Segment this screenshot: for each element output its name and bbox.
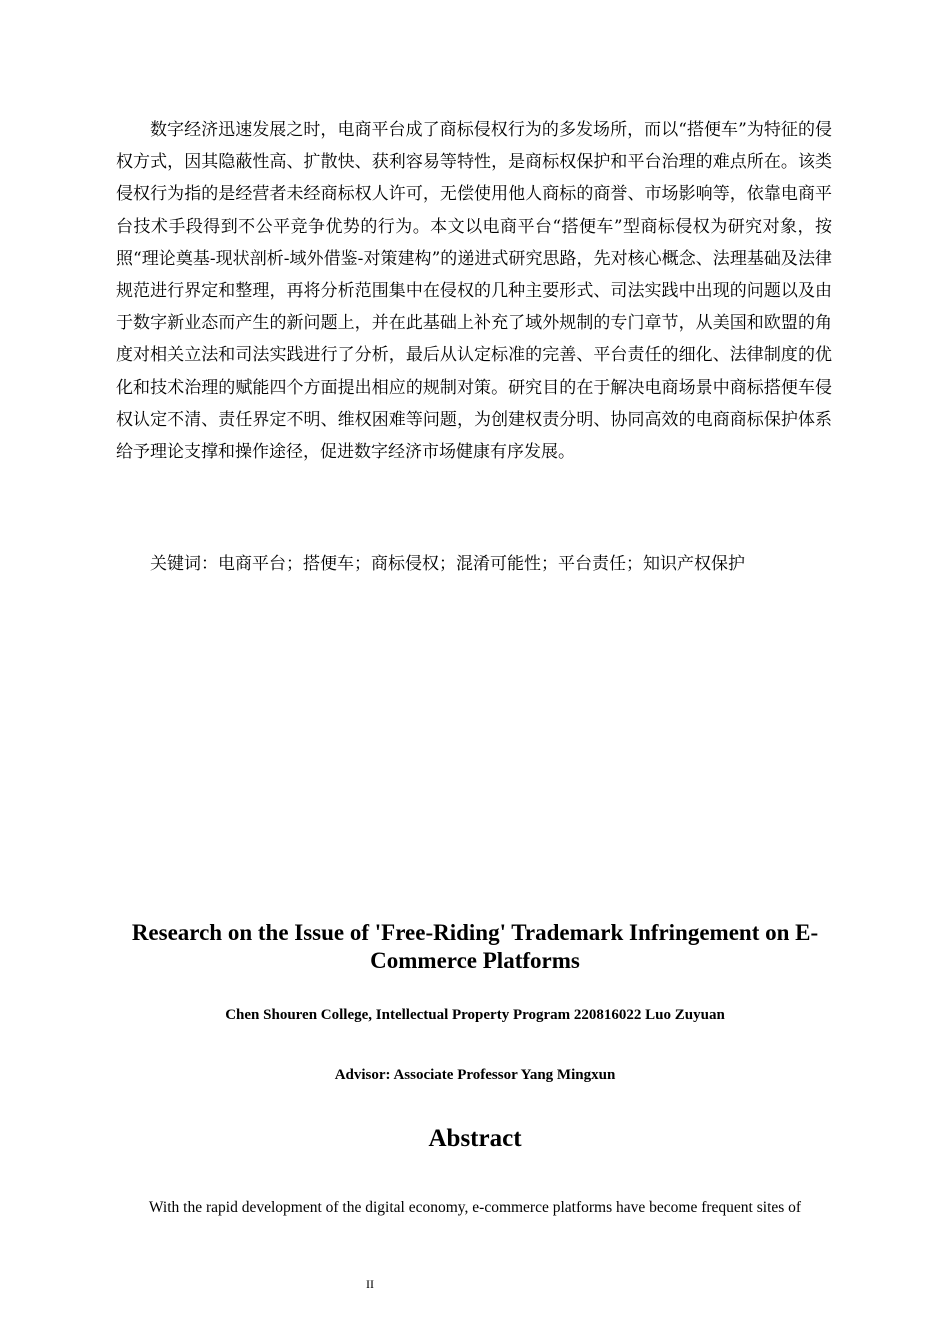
english-abstract-body: With the rapid development of the digital economy, e-commerce platforms have become frequent sites of <box>148 1199 802 1216</box>
english-title: Research on the Issue of 'Free-Riding' Trademark Infringement on E-Commerce Platforms <box>131 920 819 973</box>
chinese-abstract-body: 数字经济迅速发展之时，电商平台成了商标侵权行为的多发场所，而以“搭便车”为特征的侵权方式，因其隐蔽性高、扩散快、获利容易等特性，是商标权保护和平台治理的难点所在。该类侵权行为指的是经营者未经商标权人许可，无偿使用他人商标的商誉、市场影响等，依靠电商平台技术手段得到不公平竞争优势的行为。本文以电商平台“搭便车”型商标侵权为研究对象，按照“理论奠基-现状剖析-域外借鉴-对策建构”的递进式研究思路，先对核心概念、法理基础及法律规范进行界定和整理，再将分析范围集中在侵权的几种主要形式、司法实践中出现的问题以及由于数字新业态而产生的新问题上，并在此基础上补充了域外规制的专门章节，从美国和欧盟的角度对相关立法和司法实践进行了分析，最后从认定标准的完善、平台责任的细化、法律制度的优化和技术治理的赋能四个方面提出相应的规制对策。研究目的在于解决电商场景中商标搭便车侵权认定不清、责任界定不明、维权困难等问题，为创建权责分明、协同高效的电商商标保护体系给予理论支撑和操作途径，促进数字经济市场健康有序发展。 <box>116 120 832 463</box>
page-number: II <box>366 1277 374 1291</box>
abstract-heading: Abstract <box>428 1125 522 1152</box>
advisor-line: Advisor: Associate Professor Yang Mingxun <box>334 1067 616 1083</box>
keywords-line: 关键词：电商平台；搭便车；商标侵权；混淆可能性；平台责任；知识产权保护 <box>150 554 745 574</box>
author-line: Chen Shouren College, Intellectual Property Program 220816022 Luo Zuyuan <box>225 1007 725 1023</box>
